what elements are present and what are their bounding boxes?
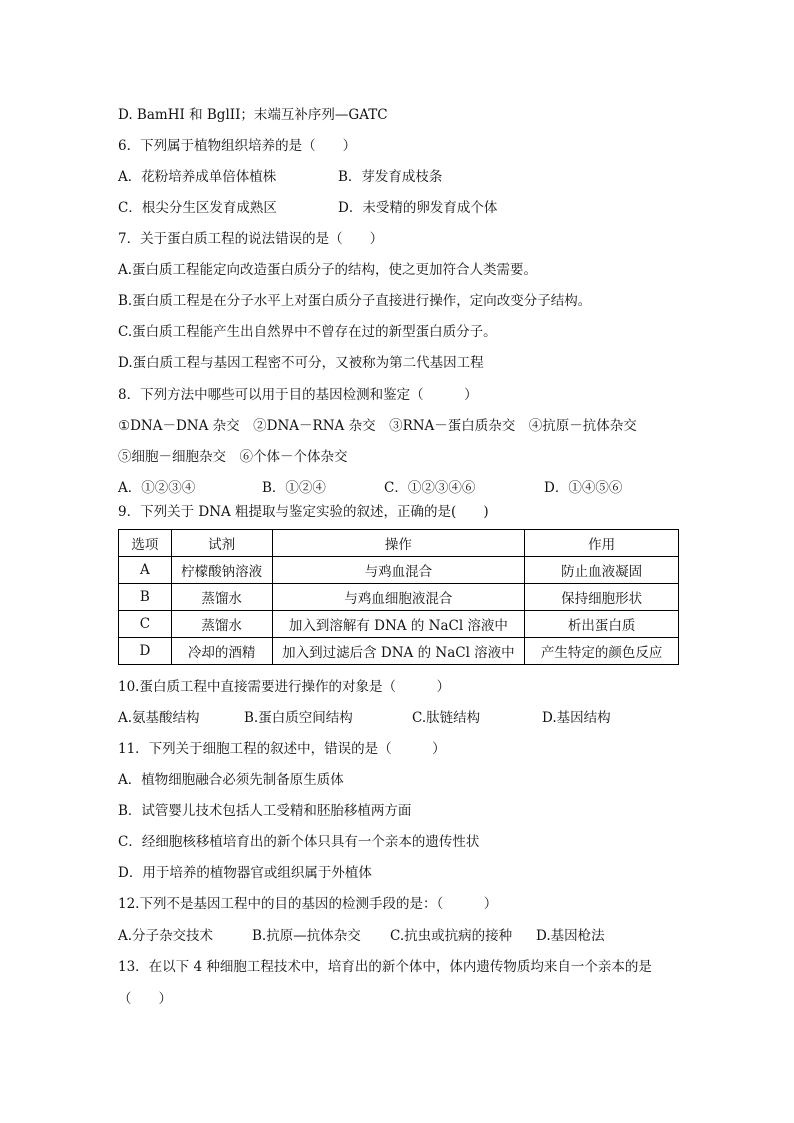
table-row [119, 638, 679, 665]
table-cell: 加入到溶解有 DNA 的 NaCl 溶液中 [272, 611, 525, 638]
q8-items-line2: ⑤细胞－细胞杂交 ⑥个体－个体杂交 [118, 449, 348, 465]
q8-option-c: C．①②③④⑥ [384, 480, 476, 496]
q8-items-line1: ①DNA－DNA 杂交 ②DNA－RNA 杂交 ③RNA－蛋白质杂交 ④抗原－抗体杂交 [118, 418, 637, 434]
q12-option-b: B.抗原—抗体杂交 [252, 928, 361, 944]
table-cell: 与鸡血混合 [272, 557, 525, 584]
table-cell: D [119, 638, 172, 665]
q8-option-a: A．①②③④ [118, 480, 196, 496]
q13-stem: 13．在以下 4 种细胞工程技术中，培育出的新个体中，体内遗传物质均来自一个亲本的是 [118, 959, 652, 975]
q11-stem: 11．下列关于细胞工程的叙述中，错误的是（ ） [118, 741, 446, 757]
q10-option-b: B.蛋白质空间结构 [244, 710, 353, 726]
table-cell: 产生特定的颜色反应 [525, 638, 679, 665]
q6-option-b: B．芽发育成枝条 [338, 169, 443, 185]
header-cell: 操作 [272, 530, 525, 557]
table-cell: 析出蛋白质 [525, 611, 679, 638]
q11-option-c: C．经细胞核移植培育出的新个体只具有一个亲本的遗传性状 [118, 834, 480, 850]
table-cell: A [119, 557, 172, 584]
q9-table [118, 529, 679, 665]
q8-option-d: D．①④⑤⑥ [544, 480, 623, 496]
q10-stem: 10.蛋白质工程中直接需要进行操作的对象是（ ） [118, 679, 450, 695]
table-cell: 柠檬酸钠溶液 [171, 557, 272, 584]
q7-option-c: C.蛋白质工程能产生出自然界中不曾存在过的新型蛋白质分子。 [118, 324, 497, 340]
q8-stem: 8．下列方法中哪些可以用于目的基因检测和鉴定（ ） [118, 387, 478, 403]
q13-answer-parentheses: （ ） [118, 991, 172, 1007]
header-cell: 选项 [119, 530, 172, 557]
q8-option-b: B．①②④ [262, 480, 326, 496]
q6-option-c: C．根尖分生区发育成熟区 [118, 200, 277, 216]
table-cell: B [119, 584, 172, 611]
table-cell: 防止血液凝固 [525, 557, 679, 584]
q6-option-a: A．花粉培养成单倍体植株 [118, 169, 277, 185]
q10-option-d: D.基因结构 [542, 710, 611, 726]
table-cell: 蒸馏水 [171, 611, 272, 638]
header-cell: 试剂 [171, 530, 272, 557]
q10-option-c: C.肽链结构 [412, 710, 481, 726]
q12-option-a: A.分子杂交技术 [118, 928, 214, 944]
table-cell: 与鸡血细胞液混合 [272, 584, 525, 611]
q6-option-d: D．未受精的卵发育成个体 [338, 200, 498, 216]
q10-option-a: A.氨基酸结构 [118, 710, 200, 726]
q12-option-d: D.基因枪法 [536, 928, 605, 944]
q7-option-d: D.蛋白质工程与基因工程密不可分，又被称为第二代基因工程 [118, 355, 484, 371]
q9-stem: 9．下列关于 DNA 粗提取与鉴定实验的叙述，正确的是( ) [118, 504, 489, 520]
table-row [119, 584, 679, 611]
q6-stem: 6．下列属于植物组织培养的是（ ） [118, 138, 357, 154]
q7-option-a: A.蛋白质工程能定向改造蛋白质分子的结构，使之更加符合人类需要。 [118, 262, 538, 278]
q7-option-b: B.蛋白质工程是在分子水平上对蛋白质分子直接进行操作，定向改变分子结构。 [118, 293, 592, 309]
table-cell: C [119, 611, 172, 638]
table-row [119, 611, 679, 638]
q7-stem: 7．关于蛋白质工程的说法错误的是（ ） [118, 231, 384, 247]
q12-stem: 12.下列不是基因工程中的目的基因的检测手段的是：（ ） [118, 896, 498, 912]
table-header-row [119, 530, 679, 557]
q11-option-b: B．试管婴儿技术包括人工受精和胚胎移植两方面 [118, 803, 412, 819]
table-cell: 冷却的酒精 [171, 638, 272, 665]
q11-option-a: A．植物细胞融合必须先制备原生质体 [118, 772, 344, 788]
q11-option-d: D．用于培养的植物器官或组织属于外植体 [118, 865, 372, 881]
table-row [119, 557, 679, 584]
table-cell: 保持细胞形状 [525, 584, 679, 611]
table-cell: 蒸馏水 [171, 584, 272, 611]
q12-option-c: C.抗虫或抗病的接种 [390, 928, 513, 944]
q5-option-d: D. BamHI 和 BglII；末端互补序列—GATC [118, 107, 388, 123]
header-cell: 作用 [525, 530, 679, 557]
table-cell: 加入到过滤后含 DNA 的 NaCl 溶液中 [272, 638, 525, 665]
